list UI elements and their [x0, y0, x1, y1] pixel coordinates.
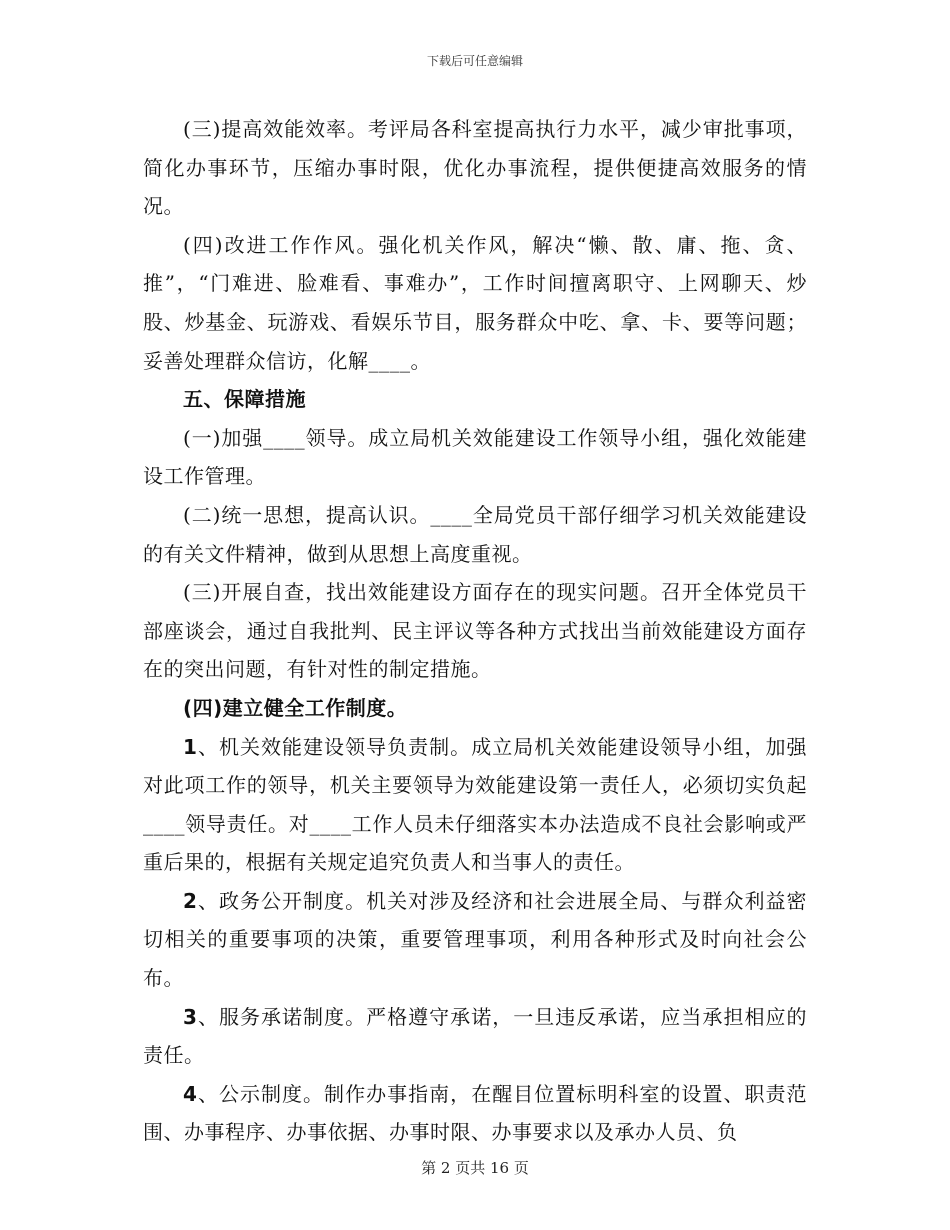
item-number: 1	[183, 734, 198, 759]
paragraph-improve-work-style	[143, 226, 807, 380]
paragraph-text: 、机关效能建设领导负责制。成立局机关效能建设领导小组，加强对此项工作的领导，机关主要领导为效能建设第一责任人，必须切实负起____领导责任。对____工作人员未仔细落实本办法造成不良社会影响或严重后果的，根据有关规定追究负责人和当事人的责任。	[143, 734, 807, 875]
page-number-footer: 第 2 页共 16 页	[421, 1159, 529, 1177]
paragraph-unify-thinking	[143, 496, 807, 573]
document-body	[143, 110, 807, 1152]
item-number: 2	[183, 888, 198, 913]
paragraph-text: 、公示制度。制作办事指南，在醒目位置标明科室的设置、职责范围、办事程序、办事依据、办事时限、办事要求以及承办人员、负	[143, 1081, 807, 1145]
paragraph-text: (一)加强____领导。成立局机关效能建设工作领导小组，强化效能建设工作管理。	[143, 425, 807, 489]
paragraph-service-commitment	[143, 998, 807, 1075]
paragraph-government-transparency	[143, 882, 807, 998]
paragraph-improve-efficiency	[143, 110, 807, 226]
heading-text: 五、保障措施	[183, 387, 306, 412]
item-number: 4	[183, 1081, 198, 1106]
paragraph-public-notice	[143, 1075, 807, 1152]
item-number: 3	[183, 1004, 198, 1029]
paragraph-strengthen-leadership	[143, 419, 807, 496]
section-heading-safeguards	[143, 380, 807, 419]
paragraph-leadership-responsibility	[143, 728, 807, 882]
header-note: 下载后可任意编辑	[426, 54, 523, 68]
paragraph-self-inspection	[143, 573, 807, 689]
paragraph-text: (三)提高效能效率。考评局各科室提高执行力水平，减少审批事项，简化办事环节，压缩办事时限，优化办事流程，提供便捷高效服务的情况。	[143, 117, 807, 219]
paragraph-text: 、服务承诺制度。严格遵守承诺，一旦违反承诺，应当承担相应的责任。	[143, 1004, 807, 1068]
paragraph-text: (四)改进工作作风。强化机关作风，解决“懒、散、庸、拖、贪、推”，“门难进、脸难看、事难办”，工作时间擅离职守、上网聊天、炒股、炒基金、玩游戏、看娱乐节目，服务群众中吃、拿、卡、要等问题；妥善处理群众信访，化解____。	[143, 232, 807, 373]
subheading-work-systems	[143, 689, 807, 728]
heading-text: (四)建立健全工作制度。	[183, 695, 408, 720]
paragraph-text: 、政务公开制度。机关对涉及经济和社会进展全局、与群众利益密切相关的重要事项的决策，重要管理事项，利用各种形式及时向社会公布。	[143, 888, 807, 991]
paragraph-text: (三)开展自查，找出效能建设方面存在的现实问题。召开全体党员干部座谈会，通过自我批判、民主评议等各种方式找出当前效能建设方面存在的突出问题，有针对性的制定措施。	[143, 580, 807, 682]
paragraph-text: (二)统一思想，提高认识。____全局党员干部仔细学习机关效能建设的有关文件精神，做到从思想上高度重视。	[143, 502, 807, 566]
